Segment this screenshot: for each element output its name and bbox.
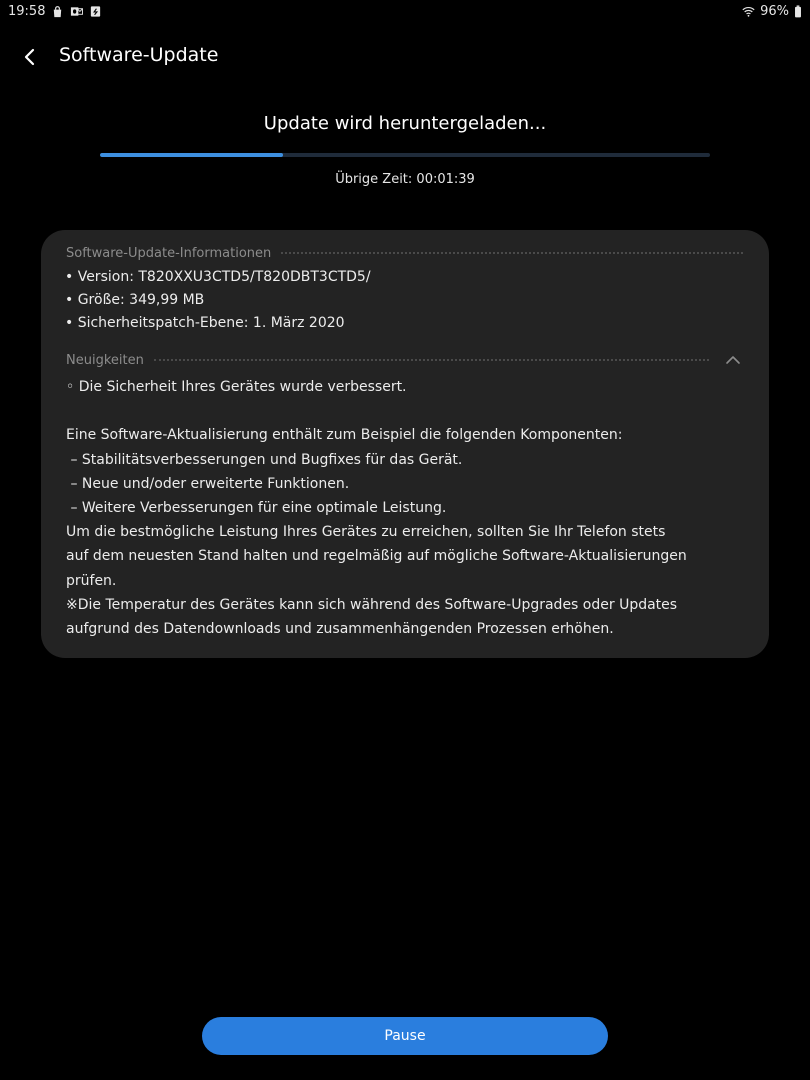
news-body bbox=[66, 375, 756, 641]
info-version: • Version: T820XXU3CTD5/T820DBT3CTD5/ bbox=[65, 269, 371, 285]
news-line: – Stabilitätsverbesserungen und Bugfixes für das Gerät. bbox=[66, 451, 463, 468]
chevron-left-icon bbox=[14, 42, 44, 72]
back-button[interactable] bbox=[14, 42, 44, 72]
news-line: – Weitere Verbesserungen für eine optimale Leistung. bbox=[66, 499, 447, 516]
update-info-card bbox=[41, 230, 769, 658]
app-header bbox=[0, 36, 810, 76]
battery-percent: 96% bbox=[760, 4, 789, 19]
pause-button[interactable]: Pause bbox=[202, 1017, 608, 1055]
news-line: Um die bestmögliche Leistung Ihres Gerätes zu erreichen, sollten Sie Ihr Telefon stets bbox=[66, 524, 666, 541]
news-line: ※Die Temperatur des Gerätes kann sich während des Software-Upgrades oder Updates bbox=[66, 596, 678, 613]
news-line: Eine Software-Aktualisierung enthält zum Beispiel die folgenden Komponenten: bbox=[66, 427, 623, 444]
wifi-icon bbox=[742, 5, 755, 18]
chevron-up-icon[interactable] bbox=[723, 350, 743, 370]
info-section-header bbox=[66, 243, 743, 263]
info-list bbox=[65, 266, 371, 335]
news-line: prüfen. bbox=[66, 572, 117, 589]
download-progress-bar bbox=[100, 153, 710, 157]
news-line: aufgrund des Datendownloads und zusammenhängenden Prozessen erhöhen. bbox=[66, 620, 614, 637]
page-title: Software-Update bbox=[59, 44, 219, 66]
download-progress-fill bbox=[100, 153, 283, 157]
section-divider bbox=[281, 252, 743, 254]
info-size: • Größe: 349,99 MB bbox=[65, 292, 205, 308]
news-spacer bbox=[66, 399, 756, 423]
outlook-icon bbox=[70, 5, 83, 18]
status-time: 19:58 bbox=[8, 4, 46, 19]
news-line: auf dem neuesten Stand halten und regelmäßig auf mögliche Software-Aktualisierungen bbox=[66, 548, 687, 565]
news-section-title: Neuigkeiten bbox=[66, 352, 144, 368]
status-bar-left bbox=[8, 4, 102, 19]
info-security-patch: • Sicherheitspatch-Ebene: 1. März 2020 bbox=[65, 315, 345, 331]
download-status: Update wird heruntergeladen... bbox=[263, 113, 547, 134]
shopping-bag-icon bbox=[51, 5, 64, 18]
info-section-title: Software-Update-Informationen bbox=[66, 245, 272, 261]
remaining-time: Übrige Zeit: 00:01:39 bbox=[335, 172, 475, 187]
news-line: ◦ Die Sicherheit Ihres Gerätes wurde verbessert. bbox=[66, 379, 407, 395]
battery-icon bbox=[794, 5, 802, 18]
news-line: – Neue und/oder erweiterte Funktionen. bbox=[66, 475, 350, 492]
section-divider bbox=[154, 359, 709, 361]
news-section-header[interactable] bbox=[66, 350, 743, 370]
status-bar-right bbox=[742, 4, 802, 19]
status-bar bbox=[0, 0, 810, 26]
file-icon bbox=[89, 5, 102, 18]
